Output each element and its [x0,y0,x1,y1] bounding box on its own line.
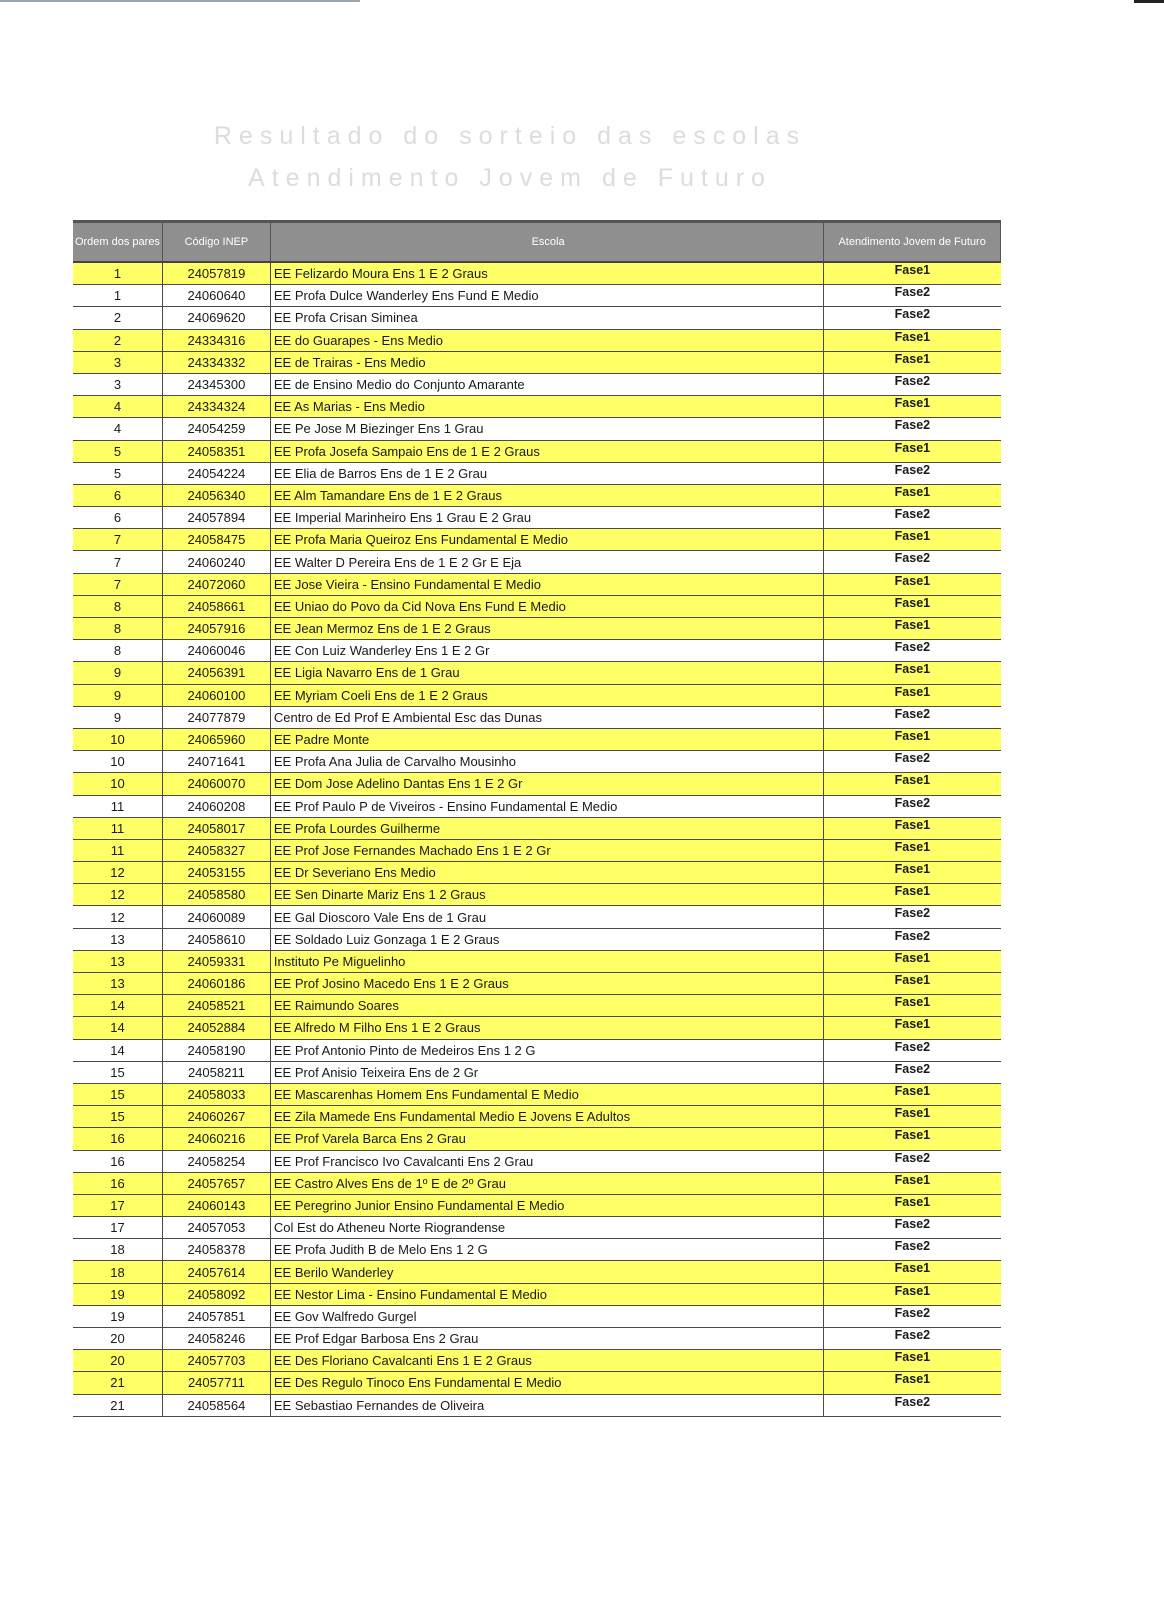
cell-escola: EE Prof Varela Barca Ens 2 Grau [270,1128,823,1150]
table-row [73,351,1001,373]
cell-fase: Fase1 [824,529,1001,551]
table-row [73,1328,1001,1350]
cell-codigo: 24060208 [162,795,270,817]
cell-fase: Fase2 [824,928,1001,950]
table-row [73,773,1001,795]
cell-fase: Fase2 [824,1217,1001,1239]
cell-escola: EE Nestor Lima - Ensino Fundamental E Medio [270,1283,823,1305]
cell-codigo: 24058580 [162,884,270,906]
cell-escola: EE Sebastiao Fernandes de Oliveira [270,1394,823,1416]
cell-ordem: 14 [73,1017,162,1039]
cell-fase: Fase1 [824,440,1001,462]
table-row [73,839,1001,861]
cell-ordem: 11 [73,795,162,817]
table-row [73,1372,1001,1394]
cell-ordem: 21 [73,1394,162,1416]
table-row [73,1350,1001,1372]
cell-codigo: 24057916 [162,618,270,640]
table-row [73,529,1001,551]
cell-escola: EE Profa Dulce Wanderley Ens Fund E Medio [270,285,823,307]
cell-codigo: 24060216 [162,1128,270,1150]
cell-codigo: 24072060 [162,573,270,595]
cell-escola: EE Pe Jose M Biezinger Ens 1 Grau [270,418,823,440]
cell-codigo: 24057711 [162,1372,270,1394]
cell-ordem: 15 [73,1083,162,1105]
cell-escola: Instituto Pe Miguelinho [270,950,823,972]
cell-codigo: 24071641 [162,751,270,773]
cell-codigo: 24057819 [162,262,270,285]
cell-ordem: 5 [73,440,162,462]
cell-fase: Fase2 [824,1039,1001,1061]
cell-codigo: 24334316 [162,329,270,351]
cell-fase: Fase1 [824,995,1001,1017]
cell-codigo: 24058254 [162,1150,270,1172]
scan-top-line [0,0,360,2]
cell-fase: Fase1 [824,1194,1001,1216]
cell-escola: EE Castro Alves Ens de 1º E de 2º Grau [270,1172,823,1194]
cell-ordem: 13 [73,928,162,950]
table-row [73,884,1001,906]
table-row [73,1217,1001,1239]
cell-escola: EE Prof Jose Fernandes Machado Ens 1 E 2 Gr [270,839,823,861]
cell-ordem: 21 [73,1372,162,1394]
cell-codigo: 24060240 [162,551,270,573]
cell-fase: Fase1 [824,684,1001,706]
cell-escola: EE Zila Mamede Ens Fundamental Medio E Jovens E Adultos [270,1106,823,1128]
cell-codigo: 24057657 [162,1172,270,1194]
cell-fase: Fase2 [824,462,1001,484]
cell-codigo: 24053155 [162,862,270,884]
cell-codigo: 24058327 [162,839,270,861]
cell-fase: Fase1 [824,862,1001,884]
cell-fase: Fase1 [824,884,1001,906]
cell-ordem: 16 [73,1128,162,1150]
cell-fase: Fase2 [824,1061,1001,1083]
cell-escola: EE Prof Josino Macedo Ens 1 E 2 Graus [270,973,823,995]
cell-codigo: 24057894 [162,507,270,529]
cell-escola: EE Elia de Barros Ens de 1 E 2 Grau [270,462,823,484]
cell-escola: EE Mascarenhas Homem Ens Fundamental E Medio [270,1083,823,1105]
header-codigo: Código INEP [162,222,270,263]
cell-ordem: 16 [73,1150,162,1172]
cell-fase: Fase1 [824,1261,1001,1283]
cell-escola: EE Alfredo M Filho Ens 1 E 2 Graus [270,1017,823,1039]
cell-fase: Fase1 [824,1106,1001,1128]
cell-escola: EE Gal Dioscoro Vale Ens de 1 Grau [270,906,823,928]
cell-ordem: 8 [73,618,162,640]
table-row [73,1039,1001,1061]
cell-codigo: 24334324 [162,396,270,418]
cell-fase: Fase2 [824,1328,1001,1350]
cell-ordem: 4 [73,418,162,440]
cell-fase: Fase2 [824,1239,1001,1261]
cell-fase: Fase2 [824,906,1001,928]
cell-escola: EE Profa Maria Queiroz Ens Fundamental E Medio [270,529,823,551]
cell-ordem: 11 [73,839,162,861]
table-row [73,973,1001,995]
cell-codigo: 24058211 [162,1061,270,1083]
cell-fase: Fase2 [824,795,1001,817]
cell-ordem: 19 [73,1305,162,1327]
cell-escola: EE Profa Josefa Sampaio Ens de 1 E 2 Graus [270,440,823,462]
cell-fase: Fase1 [824,950,1001,972]
cell-fase: Fase1 [824,484,1001,506]
table-row [73,706,1001,728]
table-header-row [73,222,1001,263]
cell-fase: Fase2 [824,706,1001,728]
table-row [73,1394,1001,1416]
cell-ordem: 7 [73,529,162,551]
cell-codigo: 24058378 [162,1239,270,1261]
table-row [73,1061,1001,1083]
cell-fase: Fase2 [824,640,1001,662]
table-row [73,307,1001,329]
cell-escola: EE Felizardo Moura Ens 1 E 2 Graus [270,262,823,285]
cell-ordem: 12 [73,906,162,928]
header-ordem: Ordem dos pares [73,222,162,263]
cell-codigo: 24059331 [162,950,270,972]
cell-escola: EE Profa Crisan Siminea [270,307,823,329]
cell-escola: EE Padre Monte [270,728,823,750]
cell-fase: Fase2 [824,1305,1001,1327]
cell-ordem: 8 [73,640,162,662]
table-row [73,551,1001,573]
cell-codigo: 24060143 [162,1194,270,1216]
cell-fase: Fase1 [824,396,1001,418]
header-atendimento: Atendimento Jovem de Futuro [824,222,1001,263]
cell-codigo: 24058246 [162,1328,270,1350]
cell-escola: Col Est do Atheneu Norte Riograndense [270,1217,823,1239]
cell-ordem: 3 [73,373,162,395]
cell-codigo: 24058092 [162,1283,270,1305]
cell-fase: Fase2 [824,751,1001,773]
cell-codigo: 24058017 [162,817,270,839]
cell-fase: Fase1 [824,1128,1001,1150]
cell-fase: Fase1 [824,839,1001,861]
cell-ordem: 20 [73,1350,162,1372]
cell-escola: EE Profa Ana Julia de Carvalho Mousinho [270,751,823,773]
cell-ordem: 4 [73,396,162,418]
cell-ordem: 18 [73,1261,162,1283]
cell-fase: Fase2 [824,507,1001,529]
table-row [73,262,1001,285]
cell-escola: EE Des Floriano Cavalcanti Ens 1 E 2 Graus [270,1350,823,1372]
cell-ordem: 12 [73,862,162,884]
table-row [73,817,1001,839]
cell-codigo: 24060267 [162,1106,270,1128]
cell-codigo: 24057703 [162,1350,270,1372]
cell-codigo: 24060089 [162,906,270,928]
table-row [73,1150,1001,1172]
table-row [73,462,1001,484]
table-row [73,1305,1001,1327]
cell-codigo: 24058661 [162,595,270,617]
cell-codigo: 24060046 [162,640,270,662]
cell-escola: EE do Guarapes - Ens Medio [270,329,823,351]
cell-ordem: 19 [73,1283,162,1305]
cell-codigo: 24057053 [162,1217,270,1239]
cell-escola: EE Prof Edgar Barbosa Ens 2 Grau [270,1328,823,1350]
table-row [73,507,1001,529]
table-row [73,595,1001,617]
cell-escola: EE Alm Tamandare Ens de 1 E 2 Graus [270,484,823,506]
cell-fase: Fase1 [824,1283,1001,1305]
cell-ordem: 18 [73,1239,162,1261]
document-subtitle: Atendimento Jovem de Futuro [248,164,772,192]
table-row [73,484,1001,506]
cell-escola: EE Raimundo Soares [270,995,823,1017]
cell-codigo: 24058564 [162,1394,270,1416]
cell-ordem: 9 [73,684,162,706]
cell-escola: EE Peregrino Junior Ensino Fundamental E Medio [270,1194,823,1216]
cell-ordem: 10 [73,751,162,773]
cell-escola: EE Dr Severiano Ens Medio [270,862,823,884]
table-row [73,950,1001,972]
cell-escola: EE Ligia Navarro Ens de 1 Grau [270,662,823,684]
cell-fase: Fase2 [824,551,1001,573]
cell-codigo: 24060070 [162,773,270,795]
cell-fase: Fase1 [824,1372,1001,1394]
cell-fase: Fase2 [824,1150,1001,1172]
cell-escola: EE Con Luiz Wanderley Ens 1 E 2 Gr [270,640,823,662]
cell-ordem: 9 [73,706,162,728]
cell-codigo: 24058521 [162,995,270,1017]
cell-escola: EE Prof Francisco Ivo Cavalcanti Ens 2 Grau [270,1150,823,1172]
cell-ordem: 1 [73,285,162,307]
table-row [73,862,1001,884]
cell-fase: Fase1 [824,1083,1001,1105]
cell-codigo: 24054224 [162,462,270,484]
document-title: Resultado do sorteio das escolas [213,122,807,150]
cell-ordem: 2 [73,329,162,351]
cell-ordem: 11 [73,817,162,839]
table-row [73,1283,1001,1305]
cell-escola: EE Profa Lourdes Guilherme [270,817,823,839]
cell-fase: Fase2 [824,418,1001,440]
cell-escola: EE Walter D Pereira Ens de 1 E 2 Gr E Eja [270,551,823,573]
cell-codigo: 24057614 [162,1261,270,1283]
cell-escola: EE de Ensino Medio do Conjunto Amarante [270,373,823,395]
table-row [73,751,1001,773]
cell-codigo: 24056340 [162,484,270,506]
cell-escola: EE Soldado Luiz Gonzaga 1 E 2 Graus [270,928,823,950]
table-row [73,329,1001,351]
cell-escola: EE Jose Vieira - Ensino Fundamental E Medio [270,573,823,595]
table-row [73,440,1001,462]
cell-fase: Fase1 [824,595,1001,617]
table-row [73,995,1001,1017]
cell-ordem: 6 [73,507,162,529]
cell-escola: EE Profa Judith B de Melo Ens 1 2 G [270,1239,823,1261]
cell-codigo: 24057851 [162,1305,270,1327]
cell-escola: EE Gov Walfredo Gurgel [270,1305,823,1327]
cell-codigo: 24056391 [162,662,270,684]
table-row [73,1083,1001,1105]
cell-fase: Fase1 [824,662,1001,684]
cell-codigo: 24065960 [162,728,270,750]
cell-escola: EE Imperial Marinheiro Ens 1 Grau E 2 Grau [270,507,823,529]
cell-escola: EE Jean Mermoz Ens de 1 E 2 Graus [270,618,823,640]
cell-fase: Fase1 [824,1172,1001,1194]
cell-fase: Fase1 [824,773,1001,795]
table-row [73,662,1001,684]
cell-ordem: 15 [73,1061,162,1083]
cell-ordem: 14 [73,995,162,1017]
cell-escola: EE Berilo Wanderley [270,1261,823,1283]
cell-ordem: 2 [73,307,162,329]
cell-fase: Fase2 [824,307,1001,329]
cell-codigo: 24060100 [162,684,270,706]
cell-ordem: 16 [73,1172,162,1194]
table-row [73,1239,1001,1261]
cell-codigo: 24060640 [162,285,270,307]
table-body [73,262,1001,1416]
cell-fase: Fase1 [824,351,1001,373]
table-row [73,795,1001,817]
cell-ordem: 17 [73,1217,162,1239]
table-row [73,1106,1001,1128]
cell-codigo: 24058351 [162,440,270,462]
cell-fase: Fase1 [824,329,1001,351]
table-row [73,1017,1001,1039]
cell-fase: Fase1 [824,1350,1001,1372]
cell-ordem: 7 [73,573,162,595]
cell-ordem: 8 [73,595,162,617]
cell-ordem: 9 [73,662,162,684]
cell-codigo: 24054259 [162,418,270,440]
cell-codigo: 24334332 [162,351,270,373]
table-row [73,684,1001,706]
cell-ordem: 15 [73,1106,162,1128]
cell-fase: Fase1 [824,573,1001,595]
cell-ordem: 7 [73,551,162,573]
cell-codigo: 24052884 [162,1017,270,1039]
table-row [73,906,1001,928]
cell-ordem: 6 [73,484,162,506]
cell-fase: Fase2 [824,1394,1001,1416]
cell-codigo: 24058190 [162,1039,270,1061]
cell-codigo: 24058475 [162,529,270,551]
table-row [73,928,1001,950]
cell-codigo: 24069620 [162,307,270,329]
cell-escola: EE Dom Jose Adelino Dantas Ens 1 E 2 Gr [270,773,823,795]
cell-codigo: 24058610 [162,928,270,950]
cell-escola: EE Sen Dinarte Mariz Ens 1 2 Graus [270,884,823,906]
cell-ordem: 3 [73,351,162,373]
cell-escola: EE Prof Anisio Teixeira Ens de 2 Gr [270,1061,823,1083]
table-row [73,573,1001,595]
cell-escola: Centro de Ed Prof E Ambiental Esc das Dunas [270,706,823,728]
cell-fase: Fase1 [824,618,1001,640]
cell-codigo: 24060186 [162,973,270,995]
cell-fase: Fase1 [824,973,1001,995]
table-row [73,1261,1001,1283]
cell-escola: EE Uniao do Povo da Cid Nova Ens Fund E Medio [270,595,823,617]
table-row [73,418,1001,440]
table-row [73,728,1001,750]
cell-fase: Fase2 [824,285,1001,307]
cell-ordem: 13 [73,950,162,972]
cell-ordem: 20 [73,1328,162,1350]
cell-ordem: 5 [73,462,162,484]
cell-ordem: 17 [73,1194,162,1216]
cell-fase: Fase1 [824,728,1001,750]
cell-ordem: 14 [73,1039,162,1061]
cell-codigo: 24345300 [162,373,270,395]
cell-escola: EE Des Regulo Tinoco Ens Fundamental E Medio [270,1372,823,1394]
cell-ordem: 10 [73,773,162,795]
cell-escola: EE Prof Antonio Pinto de Medeiros Ens 1 2 G [270,1039,823,1061]
table-row [73,396,1001,418]
cell-escola: EE Prof Paulo P de Viveiros - Ensino Fundamental E Medio [270,795,823,817]
cell-ordem: 10 [73,728,162,750]
cell-fase: Fase2 [824,373,1001,395]
cell-ordem: 12 [73,884,162,906]
table-row [73,618,1001,640]
table-row [73,1172,1001,1194]
header-escola: Escola [270,222,823,263]
cell-fase: Fase1 [824,262,1001,285]
cell-fase: Fase1 [824,817,1001,839]
table-row [73,640,1001,662]
cell-ordem: 13 [73,973,162,995]
scan-corner-mark [1134,0,1164,3]
cell-codigo: 24077879 [162,706,270,728]
cell-escola: EE de Trairas - Ens Medio [270,351,823,373]
table-row [73,1128,1001,1150]
schools-table [73,220,1001,1417]
table-row [73,373,1001,395]
cell-escola: EE Myriam Coeli Ens de 1 E 2 Graus [270,684,823,706]
table-row [73,285,1001,307]
cell-fase: Fase1 [824,1017,1001,1039]
table-row [73,1194,1001,1216]
cell-codigo: 24058033 [162,1083,270,1105]
cell-escola: EE As Marias - Ens Medio [270,396,823,418]
cell-ordem: 1 [73,262,162,285]
